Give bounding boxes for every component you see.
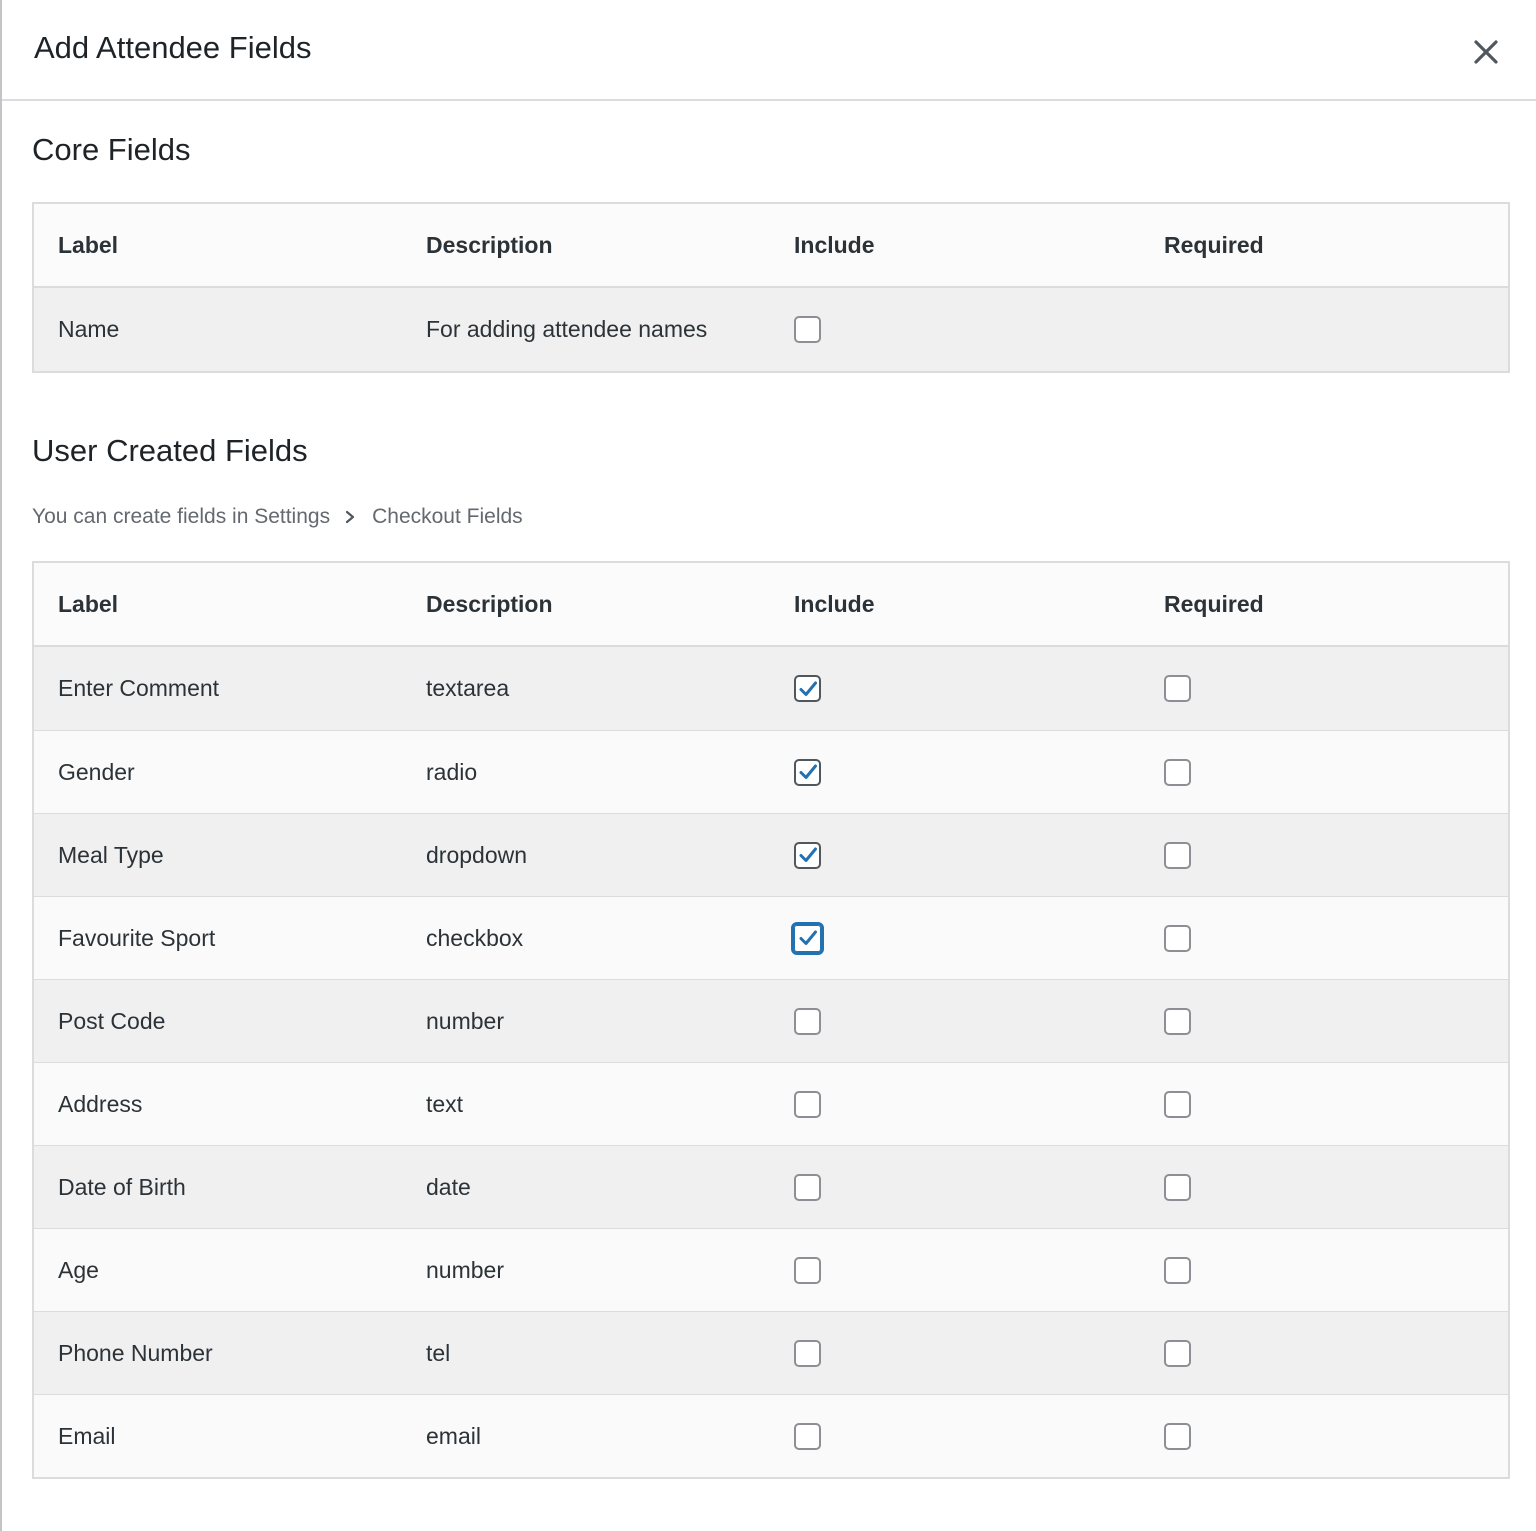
field-label: Date of Birth <box>58 1173 186 1200</box>
column-header-description: Description <box>426 231 553 258</box>
table-row <box>34 1394 1508 1477</box>
table-row <box>34 647 1508 730</box>
table-row <box>34 1062 1508 1145</box>
user-created-fields-title: User Created Fields <box>32 433 308 468</box>
include-checkbox[interactable] <box>794 759 821 786</box>
include-checkbox[interactable] <box>794 1423 821 1450</box>
include-checkbox[interactable] <box>791 922 824 955</box>
table-header-row <box>34 204 1508 288</box>
chevron-right-icon <box>344 510 356 524</box>
required-checkbox[interactable] <box>1164 1174 1191 1201</box>
close-icon <box>1473 39 1499 65</box>
settings-breadcrumb-hint <box>32 505 523 529</box>
field-description: For adding attendee names <box>426 316 708 342</box>
required-checkbox[interactable] <box>1164 1091 1191 1118</box>
column-header-required: Required <box>1164 231 1264 258</box>
column-header-required: Required <box>1164 590 1264 617</box>
field-description: tel <box>426 1339 451 1366</box>
field-label: Post Code <box>58 1007 166 1034</box>
field-description: text <box>426 1090 464 1117</box>
include-checkbox[interactable] <box>794 1174 821 1201</box>
field-label: Email <box>58 1422 116 1449</box>
checkmark-icon <box>798 929 818 947</box>
column-header-include: Include <box>794 231 875 258</box>
field-description: number <box>426 1256 504 1283</box>
field-description: dropdown <box>426 841 528 868</box>
field-description: number <box>426 1007 504 1034</box>
field-description: date <box>426 1173 471 1200</box>
field-description: radio <box>426 758 478 785</box>
field-label: Enter Comment <box>58 675 220 701</box>
include-checkbox[interactable] <box>794 1008 821 1035</box>
hint-text: You can create fields in Settings <box>32 505 331 528</box>
field-label: Name <box>58 316 120 342</box>
required-checkbox[interactable] <box>1164 1340 1191 1367</box>
table-row <box>34 1311 1508 1394</box>
table-row <box>34 288 1508 371</box>
column-header-description: Description <box>426 590 553 617</box>
column-header-label: Label <box>58 231 119 258</box>
field-label: Gender <box>58 758 135 785</box>
checkmark-icon <box>798 763 818 781</box>
field-description: email <box>426 1422 481 1449</box>
modal-header <box>2 0 1536 101</box>
include-checkbox[interactable] <box>794 842 821 869</box>
field-label: Meal Type <box>58 841 164 868</box>
required-checkbox[interactable] <box>1164 925 1191 952</box>
checkout-fields-link[interactable]: Checkout Fields <box>372 505 523 528</box>
include-checkbox[interactable] <box>794 316 821 343</box>
modal-title: Add Attendee Fields <box>34 30 312 65</box>
checkmark-icon <box>798 680 818 698</box>
table-row <box>34 979 1508 1062</box>
user-fields-rows <box>34 647 1508 1477</box>
include-checkbox[interactable] <box>794 1340 821 1367</box>
required-checkbox[interactable] <box>1164 1423 1191 1450</box>
user-fields-table <box>32 561 1510 1479</box>
core-fields-table <box>32 202 1510 373</box>
close-button[interactable] <box>1464 30 1508 74</box>
required-checkbox[interactable] <box>1164 1257 1191 1284</box>
required-checkbox[interactable] <box>1164 675 1191 702</box>
required-checkbox[interactable] <box>1164 759 1191 786</box>
field-description: checkbox <box>426 924 524 951</box>
table-row <box>34 896 1508 979</box>
checkmark-icon <box>798 846 818 864</box>
table-row <box>34 730 1508 813</box>
column-header-label: Label <box>58 590 119 617</box>
column-header-include: Include <box>794 590 875 617</box>
table-row <box>34 813 1508 896</box>
field-description: textarea <box>426 675 510 701</box>
field-label: Address <box>58 1090 143 1117</box>
table-header-row <box>34 563 1508 647</box>
required-checkbox[interactable] <box>1164 1008 1191 1035</box>
core-fields-title: Core Fields <box>32 132 191 167</box>
required-checkbox[interactable] <box>1164 842 1191 869</box>
field-label: Phone Number <box>58 1339 213 1366</box>
include-checkbox[interactable] <box>794 1257 821 1284</box>
table-row <box>34 1228 1508 1311</box>
include-checkbox[interactable] <box>794 675 821 702</box>
include-checkbox[interactable] <box>794 1091 821 1118</box>
table-row <box>34 1145 1508 1228</box>
field-label: Favourite Sport <box>58 924 216 951</box>
field-label: Age <box>58 1256 99 1283</box>
